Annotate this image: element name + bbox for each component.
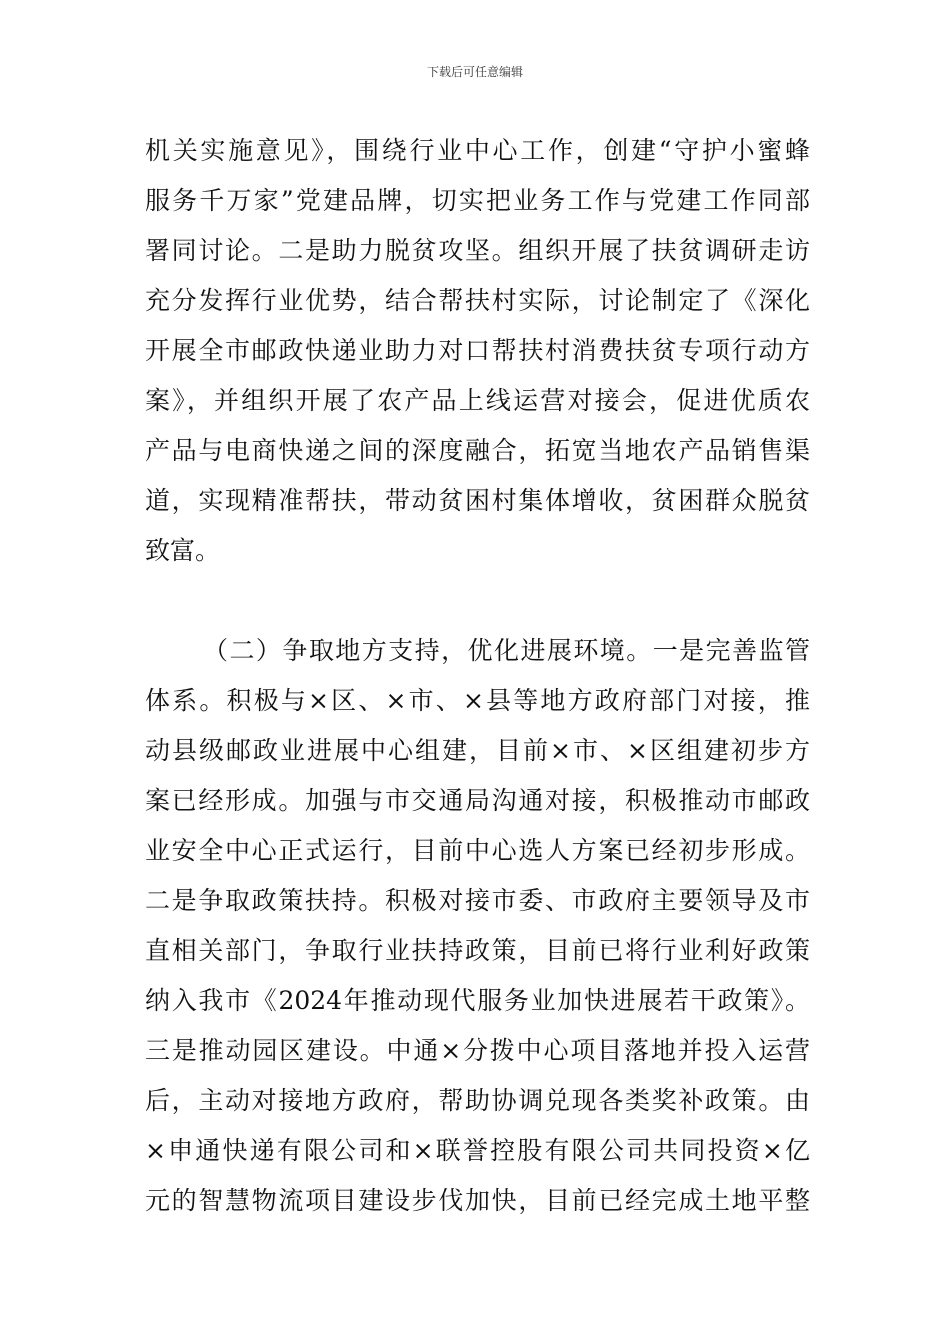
text-line: 后，主动对接地方政府，帮助协调兑现各类奖补政策。由 [145, 1086, 810, 1115]
text-line: 道，实现精准帮扶，带动贫困村集体增收，贫困群众脱贫 [145, 486, 810, 515]
page-header: 下载后可任意编辑 [426, 65, 523, 79]
text-line: 纳入我市《2024年推动现代服务业加快进展若干政策》。 [145, 986, 810, 1015]
text-line: 动县级邮政业进展中心组建，目前×市、×区组建初步方 [145, 736, 810, 765]
text-line: 业安全中心正式运行，目前中心选人方案已经初步形成。 [145, 836, 810, 865]
text-line: （二）争取地方支持，优化进展环境。一是完善监管 [203, 636, 810, 665]
document-body [145, 126, 810, 1226]
text-line: 服务千万家”党建品牌，切实把业务工作与党建工作同部 [145, 186, 810, 215]
text-line: 署同讨论。二是助力脱贫攻坚。组织开展了扶贫调研走访 [145, 236, 810, 265]
text-line: 案》，并组织开展了农产品上线运营对接会，促进优质农 [145, 386, 810, 415]
text-line: 元的智慧物流项目建设步伐加快，目前已经完成土地平整 [145, 1186, 810, 1215]
text-line: 开展全市邮政快递业助力对口帮扶村消费扶贫专项行动方 [145, 336, 810, 365]
paragraph-gap [145, 576, 810, 626]
text-line: 产品与电商快递之间的深度融合，拓宽当地农产品销售渠 [145, 436, 810, 465]
text-line: 机关实施意见》，围绕行业中心工作，创建“守护小蜜蜂 [145, 136, 810, 165]
text-line: 充分发挥行业优势，结合帮扶村实际，讨论制定了《深化 [145, 286, 810, 315]
paragraph-2 [145, 626, 810, 1226]
text-line: 二是争取政策扶持。积极对接市委、市政府主要领导及市 [145, 886, 810, 915]
text-line: 致富。 [145, 536, 221, 565]
text-line: 直相关部门，争取行业扶持政策，目前已将行业利好政策 [145, 936, 810, 965]
paragraph-1 [145, 126, 810, 576]
text-line: 三是推动园区建设。中通×分拨中心项目落地并投入运营 [145, 1036, 810, 1065]
text-line: 案已经形成。加强与市交通局沟通对接，积极推动市邮政 [145, 786, 810, 815]
text-line: ×申通快递有限公司和×联誉控股有限公司共同投资×亿 [145, 1136, 810, 1165]
text-line: 体系。积极与×区、×市、×县等地方政府部门对接，推 [145, 686, 810, 715]
